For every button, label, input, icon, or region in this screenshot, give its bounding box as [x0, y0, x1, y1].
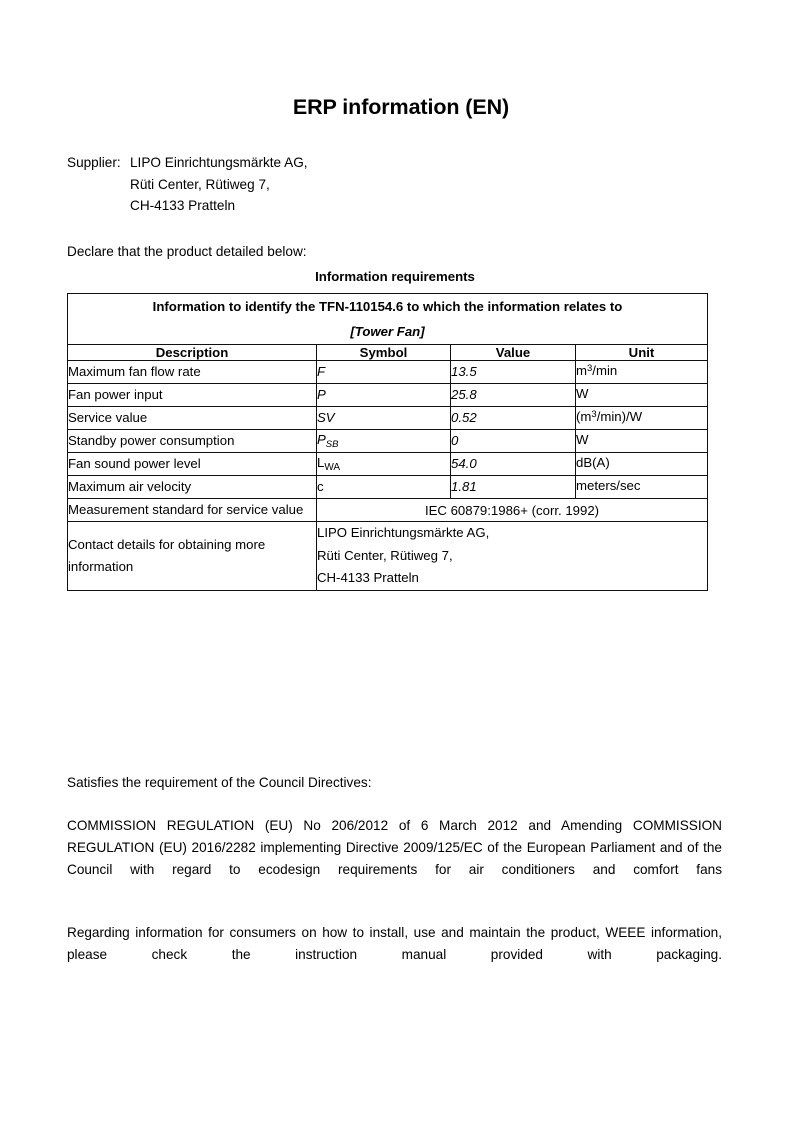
- product-type-text: [Tower Fan]: [350, 324, 425, 339]
- measurement-standard-label: Measurement standard for service value: [68, 499, 317, 522]
- supplier-address-line-2: CH-4133 Pratteln: [130, 198, 236, 213]
- contact-label: Contact details for obtaining more information: [68, 522, 317, 591]
- symbol-text: [317, 455, 341, 473]
- unit-base: m: [576, 363, 587, 378]
- supplier-address-line-1: Rüti Center, Rütiweg 7,: [130, 176, 270, 192]
- row-unit: [576, 384, 708, 407]
- page-title: ERP information (EN): [292, 95, 510, 119]
- row-value: 13.5: [451, 361, 576, 384]
- table-row-identify-header: [68, 294, 708, 345]
- symbol-base: P: [317, 432, 326, 447]
- row-symbol: [317, 453, 451, 476]
- erp-information-table: [67, 293, 708, 591]
- unit-base: dB(A): [576, 455, 610, 470]
- row-description: Maximum fan flow rate: [68, 361, 317, 384]
- row-unit: [576, 361, 708, 384]
- symbol-text: SV: [317, 410, 335, 425]
- table-row-contact: [68, 522, 708, 591]
- measurement-standard-value: IEC 60879:1986+ (corr. 1992): [317, 499, 708, 522]
- unit-exponent: 3: [587, 363, 593, 375]
- table-header-row: [68, 345, 708, 361]
- row-value: 1.81: [451, 476, 576, 499]
- information-requirements-heading: Information requirements: [315, 269, 475, 284]
- supplier-line-1: [67, 152, 308, 174]
- row-description: Fan power input: [68, 384, 317, 407]
- satisfies-statement: Satisfies the requirement of the Council Directives:: [67, 775, 372, 790]
- row-symbol: [317, 361, 451, 384]
- table-row: [68, 361, 708, 384]
- symbol-subscript: SB: [325, 438, 339, 450]
- symbol-text: [317, 432, 339, 450]
- row-description: Fan sound power level: [68, 453, 317, 476]
- supplier-block: [67, 152, 308, 217]
- row-description: Standby power consumption: [68, 430, 317, 453]
- table-row: [68, 407, 708, 430]
- supplier-label: Supplier:: [67, 155, 121, 170]
- column-header-value: Value: [451, 345, 576, 361]
- row-value: 25.8: [451, 384, 576, 407]
- unit-base: W: [576, 386, 589, 401]
- table-row: [68, 476, 708, 499]
- table-row: [68, 453, 708, 476]
- supplier-name: LIPO Einrichtungsmärkte AG,: [130, 155, 308, 170]
- symbol-text: F: [317, 364, 326, 379]
- row-description: Service value: [68, 407, 317, 430]
- column-header-symbol: Symbol: [317, 345, 451, 361]
- row-unit: [576, 407, 708, 430]
- regulation-paragraph: COMMISSION REGULATION (EU) No 206/2012 of 6 March 2012 and Amending COMMISSION REGULATION (EU) 2016/2282 implementing Directive 2009/125/EC of the European Parliament and of the Council with regard to ecodesign requirements for air conditioners and comfort fans: [67, 818, 722, 877]
- row-value: 54.0: [451, 453, 576, 476]
- row-unit: [576, 430, 708, 453]
- symbol-subscript: WA: [324, 461, 341, 473]
- row-description: Maximum air velocity: [68, 476, 317, 499]
- contact-line-3: CH-4133 Pratteln: [317, 570, 419, 585]
- weee-paragraph: Regarding information for consumers on how to install, use and maintain the product, WEEE information, please check the instruction manual provided with packaging.: [67, 925, 722, 962]
- row-symbol: [317, 476, 451, 499]
- row-value: 0.52: [451, 407, 576, 430]
- unit-base: W: [576, 432, 589, 447]
- symbol-base: L: [317, 455, 325, 470]
- unit-base: (m: [576, 409, 592, 424]
- table-row: [68, 384, 708, 407]
- unit-exponent: 3: [591, 409, 597, 421]
- row-symbol: [317, 384, 451, 407]
- row-symbol: [317, 407, 451, 430]
- declare-statement: Declare that the product detailed below:: [67, 244, 307, 259]
- contact-line-1: LIPO Einrichtungsmärkte AG,: [317, 525, 490, 540]
- row-unit: [576, 453, 708, 476]
- contact-line-2: Rüti Center, Rütiweg 7,: [317, 547, 453, 563]
- identify-header-cell: [68, 294, 708, 345]
- column-header-description: Description: [68, 345, 317, 361]
- symbol-text: c: [317, 479, 324, 494]
- row-unit: [576, 476, 708, 499]
- contact-value: [317, 522, 708, 591]
- identify-header-text: Information to identify the TFN-110154.6 to which the information relates to: [152, 299, 623, 314]
- row-value: 0: [451, 430, 576, 453]
- unit-rest: /min: [592, 363, 618, 378]
- column-header-unit: Unit: [576, 345, 708, 361]
- unit-rest: /min)/W: [596, 409, 643, 424]
- table-row-measurement-standard: [68, 499, 708, 522]
- table-row: [68, 430, 708, 453]
- unit-base: meters/sec: [576, 478, 641, 493]
- symbol-text: P: [317, 387, 326, 402]
- row-symbol: [317, 430, 451, 453]
